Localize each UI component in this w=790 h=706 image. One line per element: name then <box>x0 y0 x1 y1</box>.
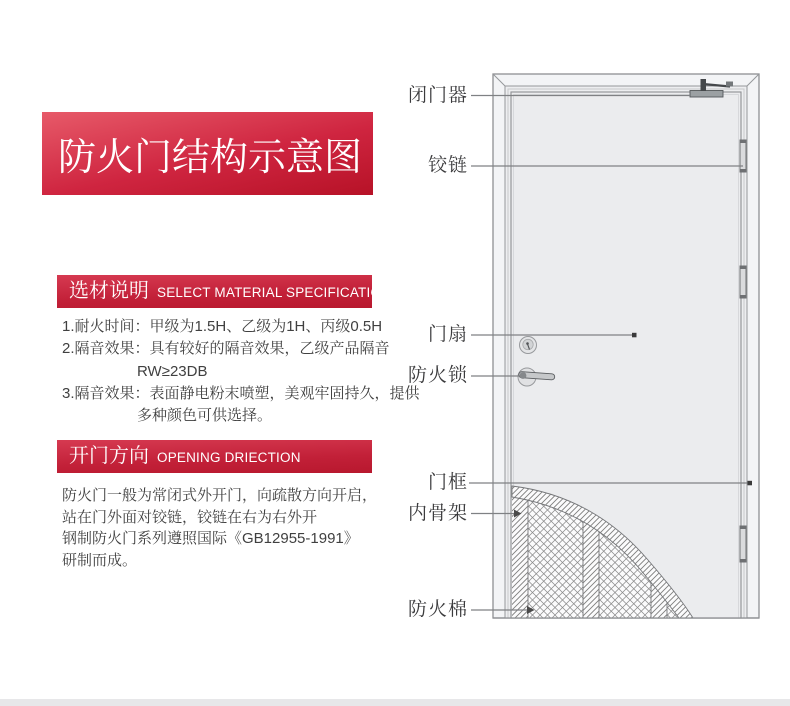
leader-endpoint-door-frame <box>748 481 753 486</box>
footer-strip <box>0 699 790 706</box>
material-heading-zh: 选材说明 <box>69 280 149 302</box>
label-door-leaf: 门扇 <box>427 324 468 345</box>
label-fire-cotton: 防火棉 <box>407 599 468 620</box>
hinge-top <box>740 140 746 172</box>
material-line: 1.耐火时间：甲级为1.5H、乙级为1H、丙级0.5H <box>62 318 383 335</box>
material-line: 2.隔音效果：具有较好的隔音效果，乙级产品隔音 <box>62 340 390 358</box>
opening-line: 防火门一般为常闭式外开门，向疏散方向开启， <box>62 487 378 504</box>
page-title: 防火门结构示意图 <box>58 137 363 179</box>
opening-heading-en: OPENING DRIECTION <box>157 450 301 465</box>
hinge-bottom <box>740 526 746 562</box>
label-door-frame: 门框 <box>427 472 468 493</box>
material-line: 3.隔音效果：表面静电粉末喷塑，美观牢固持久，提供 <box>62 384 420 402</box>
opening-line: 钢制防火门系列遵照国际《GB12955-1991》 <box>62 530 359 547</box>
material-line: RW≥23DB <box>137 362 208 380</box>
label-door-closer: 闭门器 <box>407 85 468 106</box>
hinge-middle <box>740 266 746 298</box>
lock-cylinder-drawing <box>520 337 537 354</box>
opening-heading-zh: 开门方向 <box>69 445 149 467</box>
leader-endpoint-door-leaf <box>632 333 637 338</box>
material-line: 多种颜色可供选择。 <box>137 407 273 425</box>
label-inner-skeleton: 内骨架 <box>407 503 468 524</box>
label-fire-lock: 防火锁 <box>407 365 468 386</box>
opening-line: 站在门外面对铰链，铰链在右为右外开 <box>62 508 318 526</box>
label-hinge: 铰链 <box>427 155 468 176</box>
material-heading-en: SELECT MATERIAL SPECIFICATION <box>157 285 392 300</box>
opening-line: 研制而成。 <box>62 551 138 569</box>
